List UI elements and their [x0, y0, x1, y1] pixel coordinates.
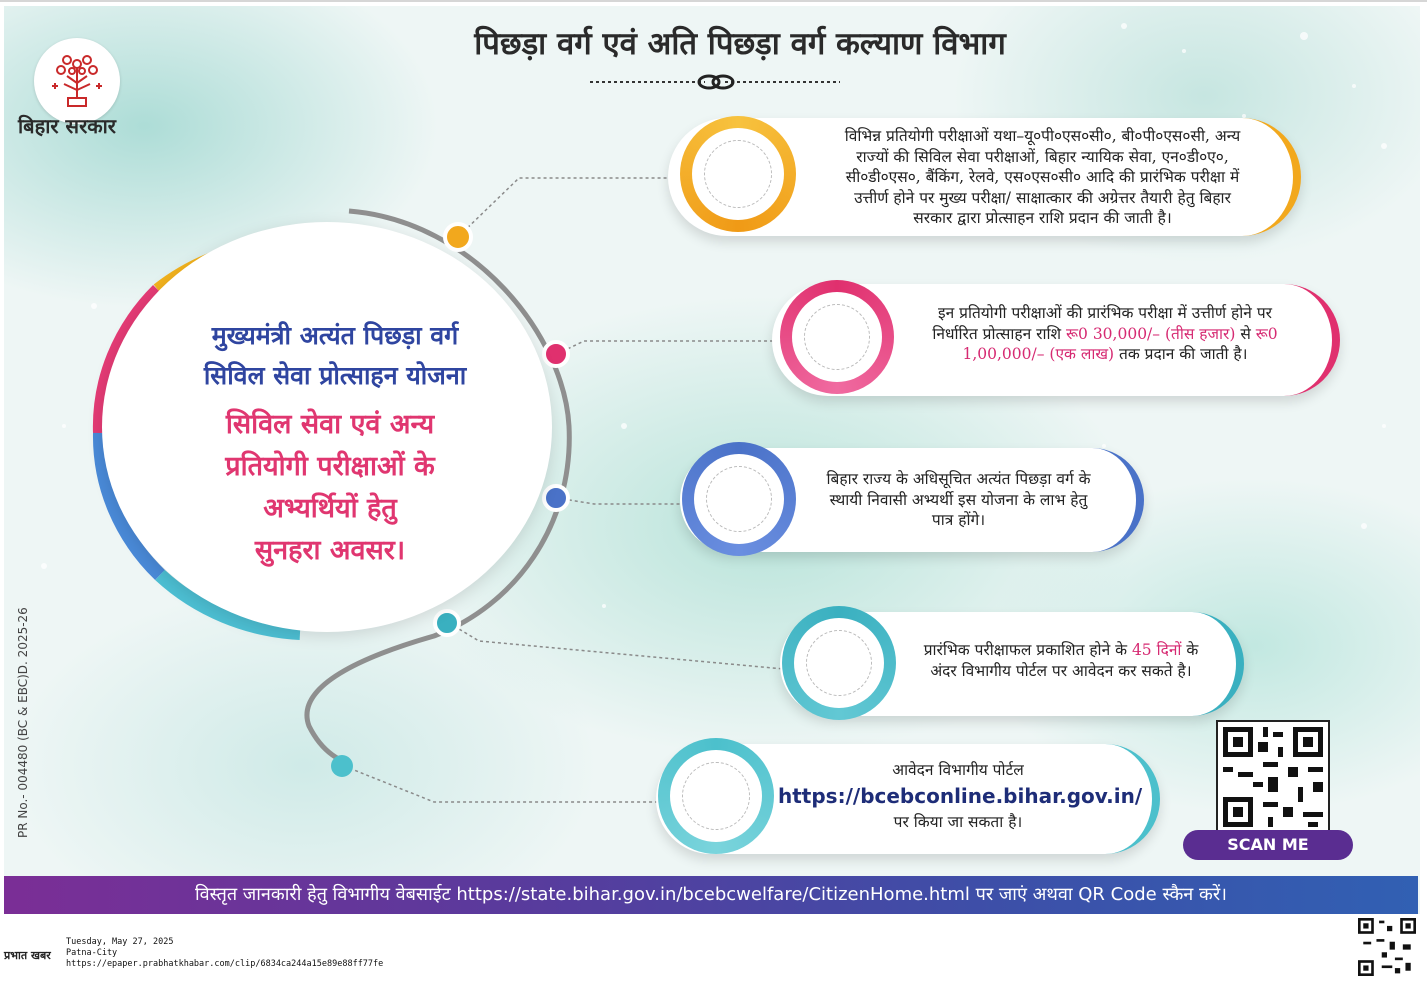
scan-me-label: SCAN ME — [1183, 830, 1353, 860]
days-highlight: 45 दिनों — [1131, 641, 1182, 659]
card-line: विभिन्न प्रतियोगी परीक्षाओं यथा–यू०पी०एस०सी०, बी०पी०एस०सी, अन्य — [844, 127, 1241, 145]
card-line: इन प्रतियोगी परीक्षाओं की प्रारंभिक परीक्षा में उत्तीर्ण होने पर — [938, 304, 1272, 322]
bottom-info-text: विस्तृत जानकारी हेतु विभागीय वेबसाईट https://state.bihar.gov.in/bcebcwelfare/CitizenHome.html पर जाएं अथवा QR Code स्कैन करें। — [194, 884, 1228, 905]
pr-number: PR No.- 004480 (BC & EBC)D. 2025-26 — [16, 607, 30, 838]
card-text-portal — [778, 757, 1143, 835]
clip-metadata — [66, 937, 383, 970]
portal-link[interactable]: https://bcebconline.bihar.gov.in/ — [778, 784, 1143, 808]
scheme-title-line: मुख्यमंत्री अत्यंत पिछड़ा वर्ग — [211, 321, 459, 350]
amount-highlight: रू0 — [1255, 324, 1278, 343]
qr-code[interactable] — [1216, 720, 1330, 834]
card-ring-teal — [782, 606, 896, 720]
card-ring-pink — [780, 280, 894, 394]
card-ring-blue — [682, 442, 796, 556]
card-line — [898, 324, 1312, 345]
newspaper-logo: प्रभात खबर — [4, 949, 51, 962]
card-line: राज्यों की सिविल सेवा परीक्षाओं, बिहार न्यायिक सेवा, एन०डी०ए०, — [856, 147, 1229, 166]
card-line — [898, 344, 1312, 365]
title-ornament-divider — [585, 70, 845, 94]
tagline-line: प्रतियोगी परीक्षाओं के — [225, 451, 435, 482]
amount-highlight: 1,00,000/– (एक लाख) — [962, 345, 1115, 363]
card-ring-yellow — [680, 116, 796, 232]
footer-qr-code-icon[interactable] — [1358, 918, 1416, 976]
clip-url[interactable]: https://epaper.prabhatkhabar.com/clip/6834ca244a15e89e88ff77fe — [66, 959, 384, 969]
card-line: पात्र होंगे। — [931, 511, 986, 529]
scheme-title-line: सिविल सेवा प्रोत्साहन योजना — [203, 361, 467, 390]
card-line: सी०डी०एस०, बैंकिंग, रेलवे, एस०एस०सी० आदि की प्रारंभिक परीक्षा में — [845, 168, 1240, 186]
amount-highlight: रू0 30,000/– (तीस हजार) — [1065, 324, 1236, 343]
card-text-span: निर्धारित प्रोत्साहन राशि — [932, 324, 1066, 343]
timeline-dot-cyan — [331, 755, 353, 777]
card-text-span: तक प्रदान की जाती है। — [1114, 345, 1248, 363]
tagline-line: अभ्यर्थियों हेतु — [263, 493, 397, 524]
card-line: बिहार राज्य के अधिसूचित अत्यंत पिछड़ा वर्ग के — [826, 470, 1091, 488]
scheme-title — [130, 316, 540, 396]
clip-edition: Patna-City — [66, 948, 118, 958]
card-text-residence — [796, 469, 1121, 531]
card-ring-cyan — [658, 738, 774, 854]
top-rule — [0, 0, 1427, 2]
card-line: आवेदन विभागीय पोर्टल — [892, 761, 1024, 779]
card-text-incentive — [898, 303, 1312, 365]
card-text-span: से — [1235, 324, 1256, 343]
card-line: पर किया जा सकता है। — [893, 813, 1023, 831]
card-text-deadline — [896, 640, 1226, 681]
tagline-line: सुनहरा अवसर। — [254, 535, 406, 566]
department-title: पिछड़ा वर्ग एवं अति पिछड़ा वर्ग कल्याण विभाग — [474, 26, 1006, 62]
card-line: सरकार द्वारा प्रोत्साहन राशि प्रदान की जाती है। — [913, 209, 1172, 227]
clip-date: Tuesday, May 27, 2025 — [66, 937, 174, 947]
govt-label: बिहार सरकार — [18, 114, 116, 138]
scheme-tagline — [140, 404, 520, 572]
card-line: अंदर विभागीय पोर्टल पर आवेदन कर सकते है। — [930, 661, 1192, 680]
card-line — [896, 640, 1226, 661]
qr-code-icon — [1218, 722, 1328, 832]
tagline-line: सिविल सेवा एवं अन्य — [225, 409, 435, 440]
card-line: उत्तीर्ण होने पर मुख्य परीक्षा/ साक्षात्कार की अग्रेत्तर तैयारी हेतु बिहार — [854, 188, 1231, 207]
card-line: स्थायी निवासी अभ्यर्थी इस योजना के लाभ हेतु — [829, 490, 1088, 509]
card-text-span: प्रारंभिक परीक्षाफल प्रकाशित होने के — [923, 641, 1132, 659]
card-text-span: के — [1181, 641, 1199, 659]
card-text-exams — [800, 126, 1285, 229]
